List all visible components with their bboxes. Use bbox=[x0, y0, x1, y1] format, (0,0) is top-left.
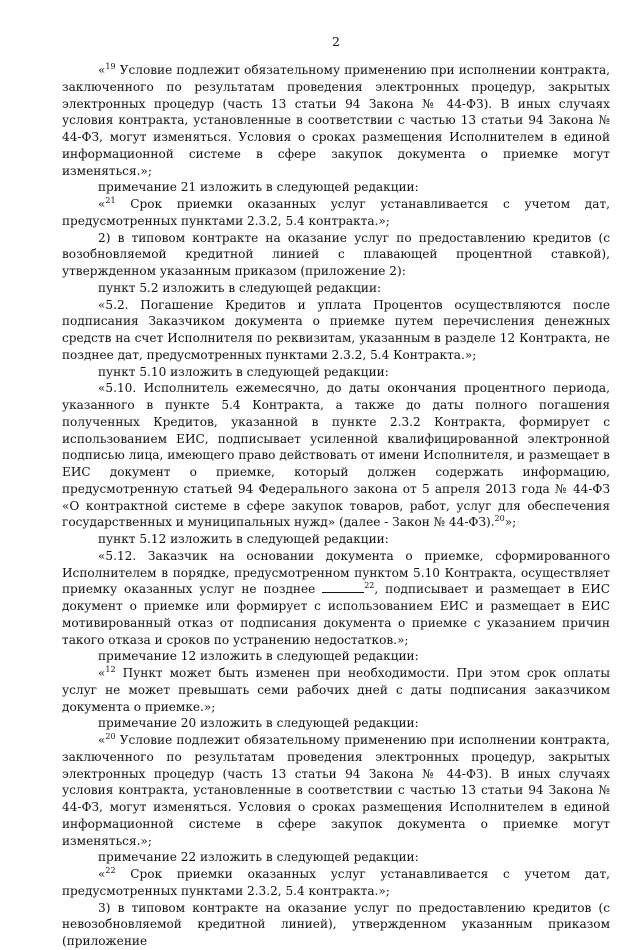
item-3-heading: 3) в типовом контракте на оказание услуг по предоставлению кредитов (с невозобновляемой кредитной линией), утвержденном указанным приказом (приложение bbox=[62, 900, 610, 948]
note-20-text: «$^{20}$ Условие подлежит обязательному применению при исполнении контракта, заключенного по результатам проведения электронных процедур, закрытых электронных процедур (часть 13 статьи 94 Закона № 44-ФЗ). В иных случаях условия контракта, установленные в соответствии с частью 13 статьи 94 Закона № 44-ФЗ, могут изменяться. Условия о сроках размещения Исполнителем в единой информационной системе в сфере закупок документа о приемке могут изменяться.»; bbox=[62, 732, 610, 848]
clause-5-2-text: «5.2. Погашение Кредитов и уплата Процентов осуществляются после подписания Заказчиком документа о приемке путем перечисления денежных средств на счет Исполнителя по реквизитам, указанным в разделе 12 Контракта, не позднее дат, предусмотренных пунктами 2.3.2, 5.4 Контракта.»; bbox=[62, 297, 610, 362]
note-19-text: «$^{19}$ Условие подлежит обязательному применению при исполнении контракта, заключенного по результатам проведения электронных процедур, закрытых электронных процедур (часть 13 статьи 94 Закона № 44-ФЗ). В иных случаях условия контракта, установленные в соответствии с частью 13 статьи 94 Закона № 44-ФЗ, могут изменяться. Условия о сроках размещения Исполнителем в единой информационной системе в сфере закупок документа о приемке могут изменяться.»; bbox=[62, 62, 610, 178]
instruction-note-22: примечание 22 изложить в следующей редакции: bbox=[98, 850, 419, 865]
instruction-note-12: примечание 12 изложить в следующей редакции: bbox=[98, 649, 419, 664]
instruction-clause-5-2: пункт 5.2 изложить в следующей редакции: bbox=[98, 280, 382, 295]
note-21-text: «$^{21}$ Срок приемки оказанных услуг устанавливается с учетом дат, предусмотренных пунктами 2.3.2, 5.4 контракта.»; bbox=[62, 196, 610, 228]
instruction-clause-5-10: пункт 5.10 изложить в следующей редакции: bbox=[98, 364, 389, 379]
page-number: 2 bbox=[332, 34, 340, 49]
blank-line bbox=[322, 582, 364, 593]
clause-5-10-text: «5.10. Исполнитель ежемесячно, до даты окончания процентного периода, указанного в пункте 5.4 Контракта, а также до даты полного погашения полученных Кредитов, указанной в пункте 2.3.2 Контракта, формирует с использованием ЕИС, подписывает усиленной квалифицированной электронной подписью лица, имеющего право действовать от имени Исполнителя, и размещает в ЕИС документ о приемке, который должен содержать информацию, предусмотренную статьей 94 Федерального закона от 5 апреля 2013 года № 44-ФЗ «О контрактной системе в сфере закупок товаров, работ, услуг для обеспечения государственных и муниципальных нужд» (далее - Закон № 44-ФЗ).$^{20}$»; bbox=[62, 381, 610, 530]
instruction-note-21: примечание 21 изложить в следующей редакции: bbox=[98, 180, 419, 195]
instruction-clause-5-12: пункт 5.12 изложить в следующей редакции: bbox=[98, 532, 389, 546]
item-2-heading: 2) в типовом контракте на оказание услуг по предоставлению кредитов (с возобновляемой кредитной линией с плавающей процентной ставкой), утвержденном указанным приказом (приложение 2): bbox=[62, 230, 610, 278]
clause-5-12-text: «5.12. Заказчик на основании документа о приемке, сформированного Исполнителем в порядке, предусмотренном пунктом 5.10 Контракта, осуществляет приемку оказанных услуг не позднее $^{22}$, подписывает и размещает в ЕИС документ о приемке или формирует с использованием ЕИС и размещает в ЕИС мотивированный отказ от подписания документа о приемке с указанием причин такого отказа и сроков по устранению недостатков.»; bbox=[62, 548, 610, 647]
document-page bbox=[62, 34, 610, 950]
instruction-note-20: примечание 20 изложить в следующей редакции: bbox=[98, 716, 419, 731]
note-22-text: «$^{22}$ Срок приемки оказанных услуг устанавливается с учетом дат, предусмотренных пунктами 2.3.2, 5.4 контракта.»; bbox=[62, 866, 610, 898]
note-12-text: «$^{12}$ Пункт может быть изменен при необходимости. При этом срок оплаты услуг не может превышать семи рабочих дней с даты подписания заказчиком документа о приемке.»; bbox=[62, 665, 610, 714]
